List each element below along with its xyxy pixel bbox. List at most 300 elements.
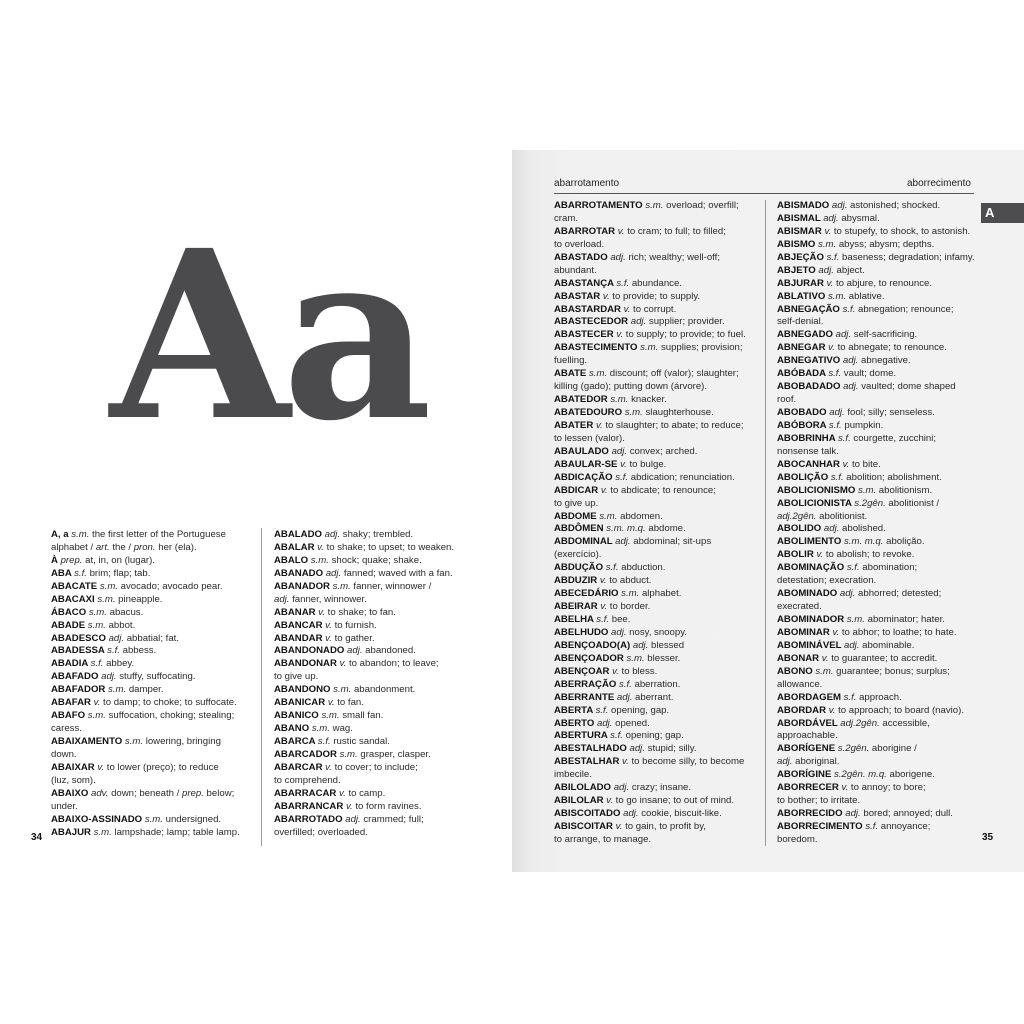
definition-text: to corrupt. bbox=[630, 303, 677, 315]
headword: ABELHUDO bbox=[554, 626, 612, 638]
headword: ABDÔMEN bbox=[554, 523, 607, 535]
headword: ABOMINAÇÃO bbox=[777, 562, 847, 574]
headword: ABONO bbox=[777, 665, 816, 677]
definition-text: to border. bbox=[607, 601, 651, 613]
headword: ABENÇOADO(A) bbox=[554, 639, 633, 651]
entry-line bbox=[554, 562, 754, 575]
headword: ABLATIVO bbox=[777, 290, 828, 302]
entry-line bbox=[777, 316, 977, 329]
grammar-label: s.m. bbox=[589, 368, 608, 380]
left-column-divider bbox=[261, 528, 262, 846]
entry-line bbox=[777, 485, 977, 498]
definition-text: to shake; to fan. bbox=[325, 606, 396, 618]
definition-text: damper. bbox=[126, 684, 164, 696]
entry-line bbox=[554, 381, 754, 394]
grammar-label: v. bbox=[841, 782, 849, 794]
entry-line bbox=[554, 782, 754, 795]
grammar-label: v. bbox=[318, 606, 325, 618]
running-head-rule bbox=[554, 193, 974, 194]
headword: ABERRAÇÃO bbox=[554, 678, 620, 690]
grammar-label: v. bbox=[826, 277, 834, 289]
definition-text: overfilled; overloaded. bbox=[274, 826, 368, 838]
grammar-label: s.2gên. bbox=[837, 743, 870, 755]
headword: ABAIXAMENTO bbox=[51, 736, 125, 747]
definition-text: supplier; provider. bbox=[646, 316, 725, 328]
grammar-label: v. bbox=[606, 795, 613, 807]
definition-text: abomination; bbox=[859, 562, 918, 574]
definition-text: convex; arched. bbox=[627, 445, 698, 457]
grammar-label: s.m. bbox=[97, 593, 116, 605]
definition-text: grasper, clasper. bbox=[357, 748, 431, 760]
definition-text: the / bbox=[109, 541, 134, 553]
definition-text: allowance. bbox=[777, 678, 823, 690]
definition-text: abominator; hater. bbox=[864, 614, 945, 625]
entry-line bbox=[777, 278, 977, 291]
entry-line bbox=[554, 304, 754, 317]
definition-text: bee. bbox=[609, 614, 631, 625]
headword: ABORDAR bbox=[777, 704, 829, 716]
entry-line bbox=[51, 788, 247, 801]
headword: ABNEGATIVO bbox=[777, 355, 843, 367]
grammar-label: prep. bbox=[60, 554, 83, 566]
definition-text: boredom. bbox=[777, 833, 818, 845]
headword: ABARRANCAR bbox=[274, 800, 346, 812]
headword: ABÓBORA bbox=[777, 419, 829, 431]
entry-line bbox=[274, 542, 470, 555]
entry-line bbox=[554, 730, 754, 743]
entry-line bbox=[777, 291, 977, 304]
entry-line bbox=[554, 549, 754, 562]
definition-text: abnegative. bbox=[858, 355, 911, 367]
entry-line bbox=[777, 808, 977, 821]
definition-text: rich; wealthy; well-off; bbox=[625, 251, 720, 263]
entry-line bbox=[554, 795, 754, 808]
grammar-label: v. bbox=[600, 601, 608, 613]
entry-line bbox=[274, 736, 470, 749]
grammar-label: adj. bbox=[843, 639, 860, 651]
headword: ABOLICIONISTA bbox=[777, 497, 855, 509]
entry-line bbox=[51, 568, 247, 581]
definition-text: fanned; waved with a fan. bbox=[341, 567, 453, 579]
definition-text: to lessen (valor). bbox=[554, 432, 625, 444]
grammar-label: adj. bbox=[823, 212, 839, 224]
headword: ABOMINADO bbox=[777, 588, 840, 600]
grammar-label: s.f. bbox=[846, 562, 860, 574]
grammar-label: v. bbox=[616, 329, 624, 341]
entry-line bbox=[274, 762, 470, 775]
grammar-label: s.f. bbox=[595, 704, 609, 716]
definition-text: stuffy, suffocating. bbox=[116, 671, 196, 683]
grammar-label: v. bbox=[824, 225, 832, 237]
headword: ABARROTAR bbox=[554, 225, 618, 237]
headword: ABADIA bbox=[51, 658, 91, 670]
entry-line bbox=[51, 697, 247, 710]
grammar-label: adj. bbox=[613, 782, 630, 794]
entry-line bbox=[777, 718, 977, 731]
grammar-label: v. bbox=[339, 787, 346, 799]
entry-line bbox=[554, 588, 754, 601]
entry-line bbox=[274, 568, 470, 581]
definition-text: to camp. bbox=[345, 787, 386, 799]
grammar-label: v. bbox=[622, 756, 629, 768]
definition-text: to cram; to full; to filled; bbox=[624, 225, 726, 237]
headword: ABILOLADO bbox=[554, 782, 614, 794]
headword: ABDOMINAL bbox=[554, 536, 616, 548]
grammar-label: s.f. bbox=[843, 691, 857, 703]
definition-text: aberration. bbox=[631, 678, 681, 690]
headword: ABNEGADO bbox=[777, 329, 836, 341]
grammar-label: s.m. bbox=[599, 510, 618, 522]
headword: ABANDAR bbox=[274, 632, 326, 644]
definition-text: self-denial. bbox=[777, 316, 824, 328]
headword: ABERTA bbox=[554, 704, 596, 716]
definition-text: pumpkin. bbox=[841, 419, 884, 431]
headword: À bbox=[51, 554, 61, 566]
right-column-2 bbox=[777, 200, 977, 847]
definition-text: suffocation, choking; stealing; bbox=[105, 710, 235, 722]
headword: ABJEÇÃO bbox=[777, 251, 827, 263]
grammar-label: v. bbox=[93, 697, 101, 709]
definition-text: (luz, som). bbox=[51, 774, 96, 786]
headword: ABESTALHAR bbox=[554, 756, 623, 768]
entry-line bbox=[51, 736, 247, 749]
grammar-label: v. bbox=[327, 697, 335, 709]
definition-text: to bother; to irritate. bbox=[777, 795, 861, 807]
entry-line bbox=[554, 601, 754, 614]
definition-text: opening, gap. bbox=[608, 704, 670, 716]
headword: ABÓBADA bbox=[777, 368, 829, 380]
grammar-label: v. bbox=[602, 290, 610, 302]
entry-line bbox=[777, 420, 977, 433]
definition-text: to furnish. bbox=[331, 619, 377, 631]
definition-text: pineapple. bbox=[115, 593, 163, 605]
headword: ABJURAR bbox=[777, 277, 827, 289]
entry-line bbox=[554, 368, 754, 381]
headword: ABDICAÇÃO bbox=[554, 471, 616, 483]
grammar-label: adj. bbox=[616, 691, 633, 703]
headword: ABASTANÇA bbox=[554, 277, 617, 289]
definition-text: rustic sandal. bbox=[330, 736, 390, 747]
headword: ABAULAR-SE bbox=[554, 458, 621, 470]
definition-text: vaulted; dome shaped bbox=[858, 381, 956, 393]
grammar-label: s.f. bbox=[610, 730, 623, 742]
headword: ABANCAR bbox=[274, 619, 326, 631]
headword: ABDOME bbox=[554, 510, 600, 522]
grammar-label: v. bbox=[612, 665, 619, 677]
headword: ABORRECER bbox=[777, 782, 842, 794]
definition-text: shock; quake; shake. bbox=[328, 554, 422, 566]
grammar-label: adj. bbox=[108, 632, 125, 644]
definition-text: down. bbox=[51, 748, 77, 760]
definition-text: her (ela). bbox=[155, 541, 197, 553]
headword: ABAFADOR bbox=[51, 684, 109, 696]
grammar-label: s.m. bbox=[124, 736, 144, 747]
entry-line bbox=[274, 671, 470, 684]
grammar-label: v. bbox=[339, 658, 347, 670]
entry-line bbox=[777, 394, 977, 407]
entry-line bbox=[554, 252, 754, 265]
headword: ABADESSA bbox=[51, 645, 108, 657]
definition-text: slaughterhouse. bbox=[642, 407, 714, 418]
headword: ABANDONAR bbox=[274, 658, 340, 670]
definition-text: fanner, winnower / bbox=[350, 580, 432, 592]
entry-line bbox=[274, 607, 470, 620]
entry-line bbox=[777, 769, 977, 782]
grammar-label: v. bbox=[832, 626, 840, 638]
definition-text: abbatial; fat. bbox=[124, 632, 179, 644]
entry-line bbox=[554, 265, 754, 278]
grammar-label: adj. bbox=[615, 536, 631, 548]
headword: ABERTURA bbox=[554, 730, 611, 742]
grammar-label: v. bbox=[828, 342, 835, 354]
grammar-label: v. bbox=[345, 800, 353, 812]
grammar-label: adj. bbox=[839, 588, 856, 600]
headword: ABA bbox=[51, 567, 75, 579]
grammar-label: adj. bbox=[835, 329, 852, 341]
grammar-label: adj. bbox=[823, 523, 840, 535]
headword: ABENÇOADOR bbox=[554, 652, 627, 664]
headword: ABANICO bbox=[274, 710, 322, 722]
display-letters: Aa bbox=[110, 199, 425, 472]
headword: ABENÇOAR bbox=[554, 665, 613, 677]
entry-line bbox=[554, 705, 754, 718]
entry-line bbox=[777, 640, 977, 653]
definition-text: to give up. bbox=[274, 671, 319, 683]
grammar-label: v. bbox=[317, 541, 324, 553]
grammar-label: adj. bbox=[842, 355, 859, 367]
headword: ABECEDÁRIO bbox=[554, 588, 622, 600]
definition-text: cookie, biscuit-like. bbox=[638, 808, 722, 820]
headword: ABELHA bbox=[554, 614, 597, 625]
definition-text: to fan. bbox=[334, 697, 364, 709]
definition-text: abundant. bbox=[554, 264, 597, 276]
definition-text: abundance. bbox=[629, 277, 682, 289]
headword: ABASTAR bbox=[554, 290, 603, 302]
definition-text: to form ravines. bbox=[352, 800, 422, 812]
entry-line bbox=[777, 705, 977, 718]
headword: ABDUZIR bbox=[554, 575, 600, 587]
headword: ABOMINÁVEL bbox=[777, 639, 844, 651]
entry-line bbox=[777, 407, 977, 420]
definition-text: to give up. bbox=[554, 497, 599, 509]
entry-line bbox=[274, 633, 470, 646]
definition-text: guarantee; bonus; surplus; bbox=[833, 665, 950, 677]
entry-line bbox=[51, 749, 247, 762]
headword: ABOBADADO bbox=[777, 381, 844, 393]
definition-text: to bite. bbox=[849, 458, 881, 470]
grammar-label: adj. bbox=[829, 407, 845, 418]
entry-line bbox=[274, 555, 470, 568]
grammar-label: v. bbox=[842, 458, 850, 470]
entry-line bbox=[274, 723, 470, 736]
headword: ABNEGAR bbox=[777, 342, 829, 354]
headword: ABATEDOURO bbox=[554, 407, 625, 418]
entry-line bbox=[51, 633, 247, 646]
definition-text: nosy, snoopy. bbox=[626, 626, 687, 638]
entry-line bbox=[777, 472, 977, 485]
entry-line bbox=[51, 594, 247, 607]
right-column-divider bbox=[765, 200, 766, 846]
grammar-label: v. bbox=[615, 821, 623, 832]
headword: ABARCADOR bbox=[274, 748, 340, 760]
grammar-label: adj. bbox=[345, 813, 361, 825]
entry-line bbox=[777, 226, 977, 239]
headword: ABOLIR bbox=[777, 549, 817, 561]
entry-line bbox=[777, 730, 977, 743]
definition-text: abbess. bbox=[119, 645, 157, 657]
grammar-label: s.m. bbox=[321, 710, 340, 722]
entry-line bbox=[554, 291, 754, 304]
entry-line bbox=[51, 581, 247, 594]
definition-text: at, in, on (lugar). bbox=[82, 554, 155, 566]
entry-line bbox=[777, 342, 977, 355]
entry-line bbox=[51, 723, 247, 736]
definition-text: fanner, winnower. bbox=[289, 593, 367, 605]
grammar-label: art. bbox=[95, 541, 110, 553]
definition-text: to damp; to choke; to suffocate. bbox=[100, 697, 237, 709]
entry-line bbox=[554, 821, 754, 834]
entry-line bbox=[777, 834, 977, 847]
page-number-right: 35 bbox=[982, 832, 994, 843]
entry-line bbox=[51, 658, 247, 671]
definition-text: stupid; silly. bbox=[644, 743, 697, 755]
definition-text: fool; silly; senseless. bbox=[844, 407, 935, 418]
entry-line bbox=[554, 511, 754, 524]
entry-line bbox=[554, 316, 754, 329]
entry-line bbox=[777, 368, 977, 381]
headword: ABEIRAR bbox=[554, 601, 601, 613]
entry-line bbox=[554, 808, 754, 821]
definition-text: to abhor; to loathe; to hate. bbox=[839, 626, 957, 638]
grammar-label: adj. bbox=[843, 381, 859, 393]
definition-text: to abnegate; to renounce. bbox=[834, 342, 947, 354]
headword: ABAIXAR bbox=[51, 761, 98, 773]
grammar-label: adj. bbox=[777, 756, 793, 768]
entry-line bbox=[554, 239, 754, 252]
entry-line bbox=[554, 666, 754, 679]
definition-text: to bless. bbox=[618, 665, 658, 677]
grammar-label: s.f. bbox=[107, 645, 120, 657]
headword: ABOMINAR bbox=[777, 626, 833, 638]
headword: ABALO bbox=[274, 554, 311, 566]
entry-line bbox=[274, 697, 470, 710]
entry-line bbox=[274, 529, 470, 542]
entry-line bbox=[554, 420, 754, 433]
entry-line bbox=[554, 769, 754, 782]
definition-text: vault; dome. bbox=[841, 368, 897, 380]
headword: ABISMAL bbox=[777, 212, 824, 224]
headword: ABATE bbox=[554, 368, 589, 380]
definition-text: avocado; avocado pear. bbox=[117, 580, 223, 592]
left-column-2 bbox=[274, 529, 470, 840]
grammar-label: adj. bbox=[610, 251, 626, 263]
grammar-label: s.m. bbox=[828, 290, 847, 302]
grammar-label: v. bbox=[599, 575, 607, 587]
grammar-label: s.m. bbox=[88, 606, 107, 618]
headword: ABATEDOR bbox=[554, 394, 611, 406]
grammar-label: s.f. bbox=[826, 251, 840, 263]
definition-text: abdication; renunciation. bbox=[628, 471, 735, 483]
entry-line bbox=[777, 381, 977, 394]
headword: ABACAXI bbox=[51, 593, 98, 605]
definition-text: annoyance; bbox=[878, 821, 931, 832]
headword: ABARROTADO bbox=[274, 813, 346, 825]
grammar-label: v. bbox=[821, 652, 829, 664]
grammar-label: pron. bbox=[133, 541, 156, 553]
entry-line bbox=[777, 666, 977, 679]
headword: ABAIXO bbox=[51, 787, 91, 799]
headword: ABORÍGINE bbox=[777, 769, 835, 781]
definition-text: detestation; execration. bbox=[777, 575, 877, 587]
entry-line bbox=[777, 756, 977, 769]
headword: ABONAR bbox=[777, 652, 822, 664]
definition-text: to approach; to board (navio). bbox=[835, 704, 964, 716]
headword: ABOBRINHA bbox=[777, 432, 838, 444]
entry-line bbox=[554, 329, 754, 342]
definition-text: aborigene. bbox=[886, 769, 935, 781]
grammar-label: v. bbox=[620, 458, 627, 470]
definition-text: to comprehend. bbox=[274, 774, 341, 786]
definition-text: to go insane; to out of mind. bbox=[612, 795, 735, 807]
entry-line bbox=[554, 743, 754, 756]
entry-line bbox=[554, 498, 754, 511]
entry-line bbox=[777, 614, 977, 627]
entry-line bbox=[554, 679, 754, 692]
definition-text: astonished; shocked. bbox=[847, 200, 941, 211]
entry-line bbox=[554, 692, 754, 705]
headword: ABARCAR bbox=[274, 761, 326, 773]
headword: ABORDAGEM bbox=[777, 691, 844, 703]
entry-line bbox=[777, 511, 977, 524]
grammar-label: s.m. bbox=[332, 580, 351, 592]
definition-text: to supply; to provide; to fuel. bbox=[623, 329, 746, 341]
grammar-label: s.f. bbox=[74, 567, 87, 579]
definition-text: (exercício). bbox=[554, 549, 602, 561]
grammar-label: v. bbox=[617, 225, 625, 237]
headword: ABASTARDAR bbox=[554, 303, 624, 315]
headword: ABASTADO bbox=[554, 251, 611, 263]
headword: ABORDÁVEL bbox=[777, 717, 841, 729]
grammar-label: adj. bbox=[347, 645, 363, 657]
entry-line bbox=[554, 394, 754, 407]
grammar-label: s.f. bbox=[615, 471, 629, 483]
headword: ABILOLAR bbox=[554, 795, 607, 807]
grammar-label: s.m. bbox=[93, 826, 112, 838]
definition-text: abolition; abolishment. bbox=[843, 471, 942, 483]
headword: ABOLICIONISMO bbox=[777, 484, 859, 496]
grammar-label: s.f. bbox=[619, 678, 632, 690]
definition-text: undersigned. bbox=[162, 813, 222, 825]
grammar-label: s.f. bbox=[837, 432, 851, 444]
definition-text: lowering, bringing bbox=[143, 736, 221, 747]
grammar-label: adj. bbox=[325, 567, 342, 579]
headword: A, a bbox=[51, 529, 72, 540]
entry-line bbox=[51, 620, 247, 633]
definition-text: brim; flap; tab. bbox=[86, 567, 151, 579]
grammar-label: s.m. bbox=[87, 710, 106, 722]
definition-text: cram. bbox=[554, 212, 578, 224]
definition-text: alphabet. bbox=[639, 588, 682, 600]
headword: ABANICAR bbox=[274, 697, 328, 709]
grammar-label: s.f. bbox=[90, 658, 104, 670]
grammar-label: adj. bbox=[597, 717, 613, 729]
definition-text: knacker. bbox=[628, 394, 667, 406]
definition-text: abandoned. bbox=[362, 645, 416, 657]
definition-text: blesser. bbox=[644, 652, 681, 664]
entry-line bbox=[51, 542, 247, 555]
definition-text: imbecile. bbox=[554, 769, 592, 781]
headword: ABANADO bbox=[274, 567, 326, 579]
